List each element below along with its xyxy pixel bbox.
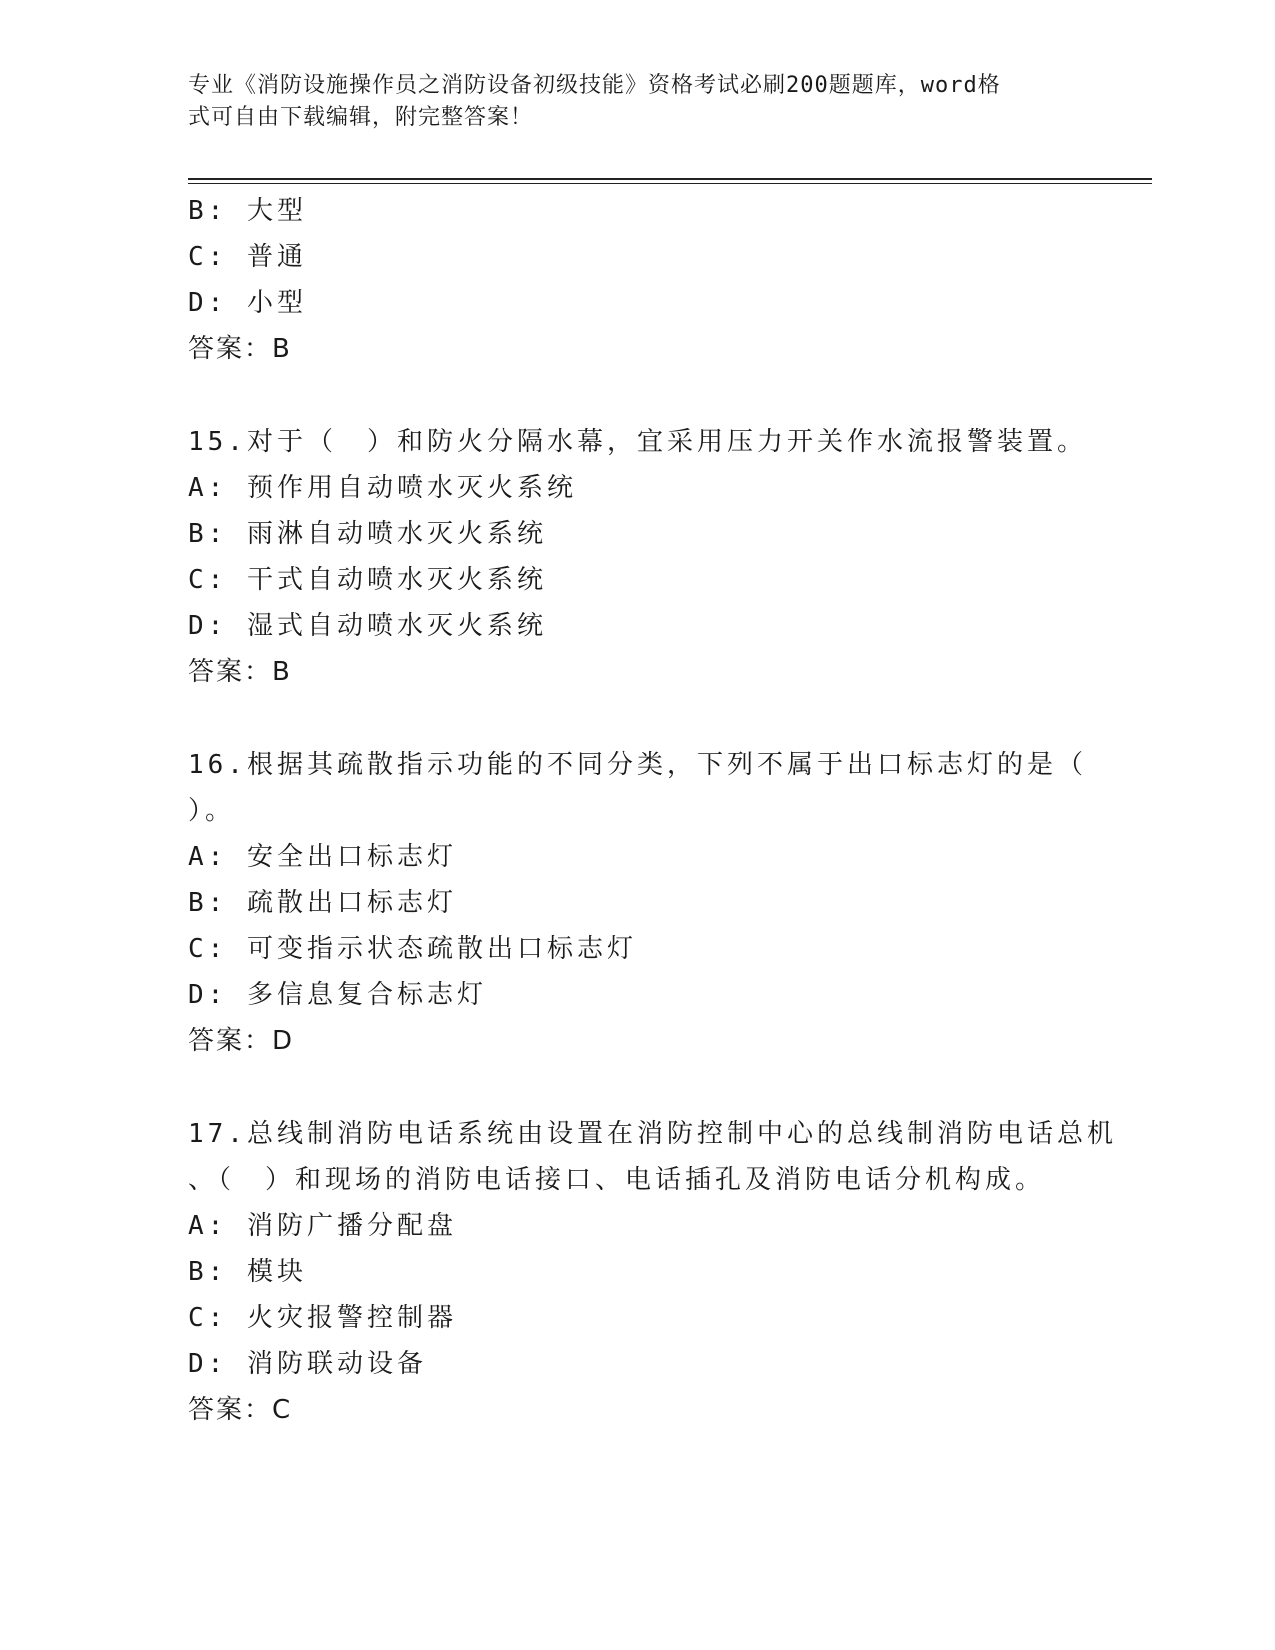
document-header xyxy=(188,70,1068,134)
option-b: B: 模块 xyxy=(188,1257,307,1287)
option-a: A: 消防广播分配盘 xyxy=(188,1211,457,1241)
option-d: D: 湿式自动喷水灭火系统 xyxy=(188,611,547,641)
question-stem-line-1: 17.总线制消防电话系统由设置在消防控制中心的总线制消防电话总机 xyxy=(188,1119,1117,1149)
question-16 xyxy=(188,742,1088,1064)
option-d: D: 多信息复合标志灯 xyxy=(188,980,487,1010)
answer-line: 答案：B xyxy=(188,657,292,687)
option-b: B: 大型 xyxy=(188,196,307,226)
question-17 xyxy=(188,1111,1117,1433)
question-14-tail xyxy=(188,188,1088,372)
header-divider-thick xyxy=(188,178,1152,180)
option-c: C: 火灾报警控制器 xyxy=(188,1303,457,1333)
question-list xyxy=(188,188,1117,1433)
option-b: B: 雨淋自动喷水灭火系统 xyxy=(188,519,547,549)
option-c: C: 可变指示状态疏散出口标志灯 xyxy=(188,934,637,964)
answer-line: 答案：C xyxy=(188,1395,293,1425)
option-a: A: 安全出口标志灯 xyxy=(188,842,457,872)
question-stem-line-1: 16.根据其疏散指示功能的不同分类，下列不属于出口标志灯的是（ xyxy=(188,750,1087,780)
answer-line: 答案：D xyxy=(188,1026,295,1056)
header-divider-thin xyxy=(188,183,1152,184)
header-line-1: 专业《消防设施操作员之消防设备初级技能》资格考试必刷200题题库，word格 xyxy=(188,73,1001,98)
answer-line: 答案：B xyxy=(188,334,292,364)
option-b: B: 疏散出口标志灯 xyxy=(188,888,457,918)
question-stem-line-2: ）。 xyxy=(188,796,236,826)
question-15 xyxy=(188,419,1088,695)
option-a: A: 预作用自动喷水灭火系统 xyxy=(188,473,577,503)
option-c: C: 干式自动喷水灭火系统 xyxy=(188,565,547,595)
question-stem-line-2: 、（ ）和现场的消防电话接口、电话插孔及消防电话分机构成。 xyxy=(188,1165,1046,1195)
option-d: D: 小型 xyxy=(188,288,307,318)
header-line-2: 式可自由下载编辑，附完整答案！ xyxy=(188,105,534,130)
option-c: C: 普通 xyxy=(188,242,307,272)
option-d: D: 消防联动设备 xyxy=(188,1349,427,1379)
question-stem: 15.对于（ ）和防火分隔水幕，宜采用压力开关作水流报警装置。 xyxy=(188,427,1087,457)
